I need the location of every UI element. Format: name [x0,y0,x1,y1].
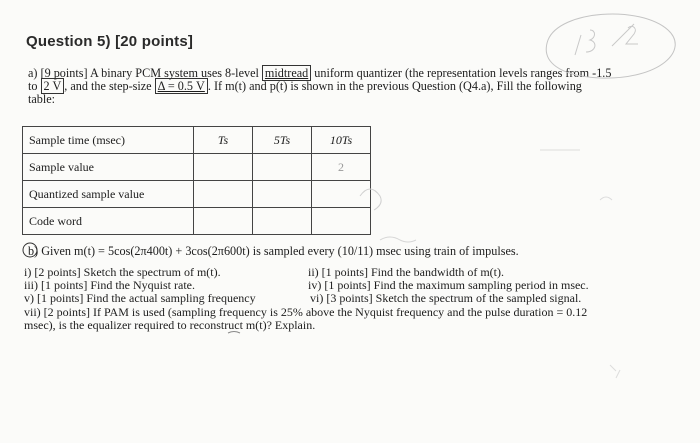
part-b-item-vii-cont: msec), is the equalizer required to reconstruct m(t)? Explain. [24,318,316,332]
part-b-item-iii: iii) [1 points] Find the Nyquist rate. [24,278,195,292]
midtread-term: midtread [262,65,311,81]
part-b-item-vii: vii) [2 points] If PAM is used (sampling frequency is 25% above the Nyquist frequency and the pulse duration = 0.12 [24,305,588,319]
part-a-label: a) [28,66,38,80]
table-cell [253,154,312,181]
part-b-item-iv: iv) [1 points] Find the maximum sampling period in msec. [308,278,589,292]
table-row-label: Sample value [23,154,194,181]
question-title: Question 5) [20 points] [26,33,194,50]
table-cell [253,208,312,235]
table-header-cell: 10Ts [312,127,371,154]
table-cell: 2 [312,154,371,181]
faint-note [380,237,416,242]
table-cell [194,154,253,181]
table-cell [194,181,253,208]
table-row-label: Quantized sample value [23,181,194,208]
table-header-cell: 5Ts [253,127,312,154]
part-a-points: [9 points] A binary PCM system uses 8-level [40,66,259,80]
table-row [23,208,371,235]
part-b-item-i: i) [2 points] Sketch the spectrum of m(t). [24,265,221,279]
table-cell [194,208,253,235]
table-row-label: Code word [23,208,194,235]
part-b-item-ii: ii) [1 points] Find the bandwidth of m(t). [308,265,504,279]
table-row [23,154,371,181]
part-a-text1: uniform quantizer (the representation levels ranges from -1.5 [314,66,612,80]
faint-note [610,365,620,378]
table-cell [312,208,371,235]
table-header-cell: Sample time (msec) [23,127,194,154]
table-cell [253,181,312,208]
part-a-text2-pre: to [28,79,38,93]
step-size-value: Δ = 0.5 V [155,78,208,94]
score-scribble [575,24,638,55]
part-b-item-vi: vi) [3 points] Sketch the spectrum of the sampled signal. [310,291,582,305]
part-a-text2-post: . If m(t) and p(t) is shown in the previous Question (Q4.a), Fill the following [207,79,582,93]
table-header-row [23,127,371,154]
part-a-paragraph [28,67,678,106]
pcm-table [22,126,371,235]
part-b-intro: b) Given m(t) = 5cos(2π400t) + 3cos(2π600t) is sampled every (10/11) msec using train of impulses. [28,244,519,258]
part-a-text3: table: [28,92,56,106]
table-cell [312,181,371,208]
faint-note [540,150,612,200]
part-b-item-v: v) [1 points] Find the actual sampling frequency [24,291,256,305]
table-header-cell: Ts [194,127,253,154]
upper-range-value: 2 V [41,78,65,94]
part-a-text2-mid: , and the step-size [64,79,152,93]
table-row [23,181,371,208]
